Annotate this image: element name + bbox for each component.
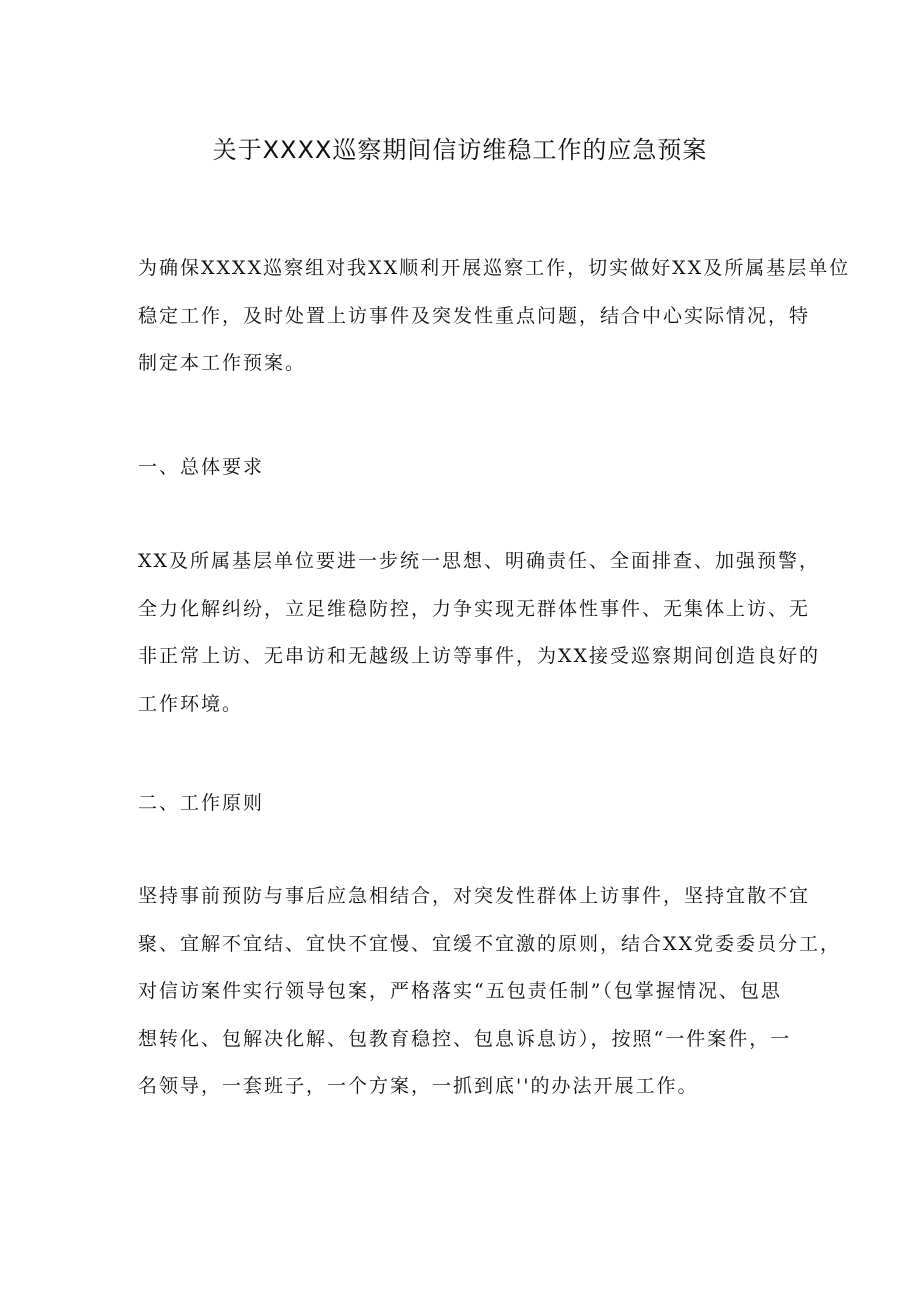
intro-line: 制定本工作预案。: [138, 352, 307, 374]
section-heading-general-requirements: 一、总体要求: [138, 456, 265, 478]
paragraph-line: 名领导，一套班子，一个方案，一抓到底''的办法开展工作。: [138, 1075, 699, 1097]
paragraph-line: XX及所属基层单位要进一步统一思想、明确责任、全面排查、加强预警，: [138, 550, 821, 572]
intro-paragraph: [138, 245, 851, 388]
document-title: 关于XXXX巡察期间信访维稳工作的应急预案: [212, 136, 708, 164]
intro-line: 稳定工作，及时处置上访事件及突发性重点问题，结合中心实际情况，特: [138, 304, 811, 327]
paragraph-line: 对信访案件实行领导包案，严格落实“五包责任制”（包掌握情况、包思: [138, 980, 782, 1002]
paragraph-line: 聚、宜解不宜结、宜快不宜慢、宜缓不宜激的原则，结合XX党委委员分工，: [138, 932, 842, 955]
paragraph-line: 非正常上访、无串访和无越级上访等事件，为XX接受巡察期间创造良好的: [138, 645, 821, 667]
work-principles-paragraph: [138, 873, 842, 1111]
general-requirements-paragraph: [138, 538, 821, 728]
paragraph-line: 想转化、包解决化解、包教育稳控、包息诉息访），按照“一件案件，一: [138, 1027, 792, 1050]
paragraph-line: 工作环境。: [138, 692, 244, 715]
intro-line: 为确保XXXX巡察组对我XX顺利开展巡察工作，切实做好XX及所属基层单位: [138, 257, 851, 279]
section-heading-work-principles: 二、工作原则: [138, 792, 265, 814]
paragraph-line: 坚持事前预防与事后应急相结合，对突发性群体上访事件，坚持宜散不宜: [138, 885, 811, 907]
paragraph-line: 全力化解纠纷，立足维稳防控，力争实现无群体性事件、无集体上访、无: [138, 597, 811, 620]
